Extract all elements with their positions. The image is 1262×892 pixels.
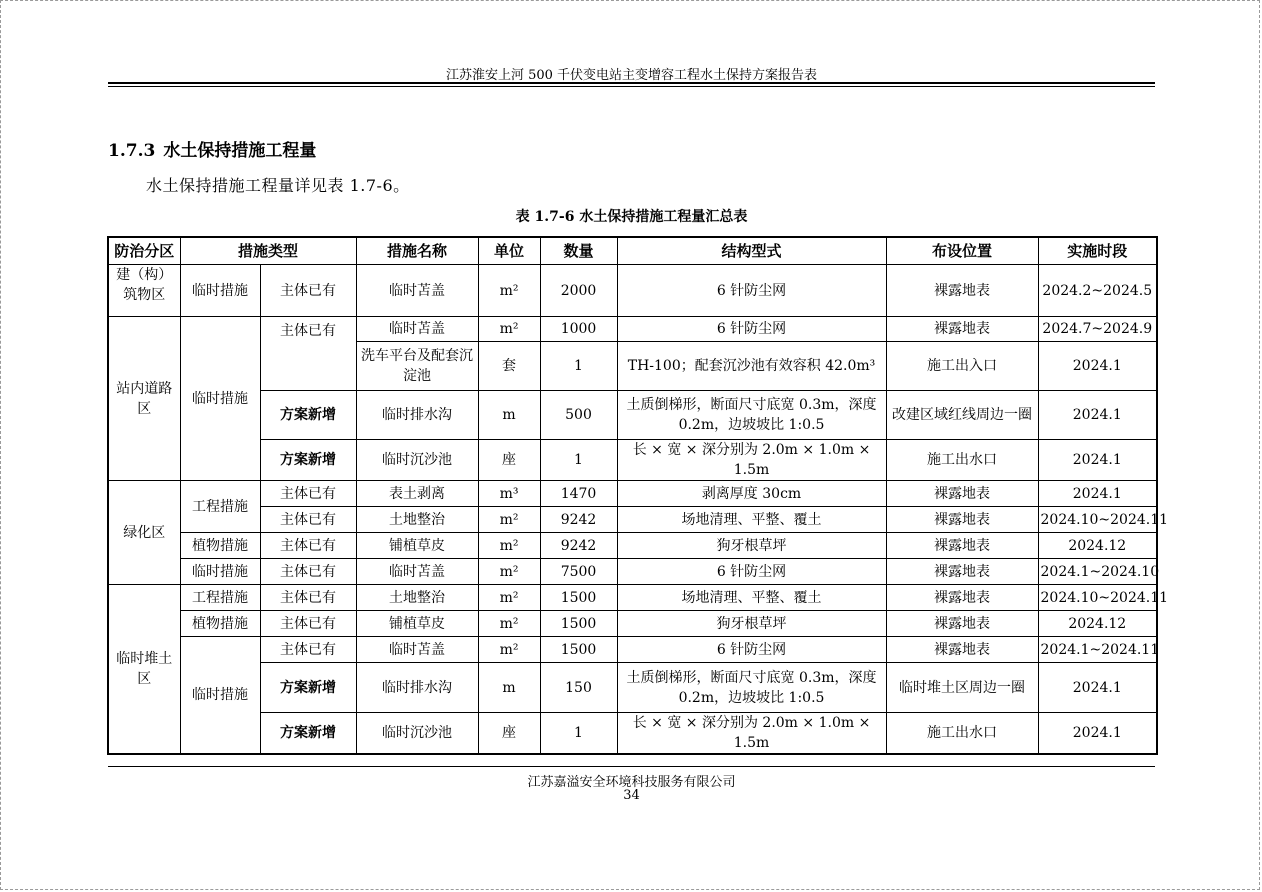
qty-cell: 9242 bbox=[540, 533, 617, 559]
header-rule bbox=[108, 82, 1155, 84]
zone-cell: 建（构）筑物区 bbox=[108, 265, 180, 317]
source-cell: 方案新增 bbox=[260, 713, 356, 755]
table-row bbox=[108, 317, 1157, 342]
qty-cell: 150 bbox=[540, 663, 617, 713]
location-cell: 裸露地表 bbox=[886, 481, 1038, 507]
period-cell: 2024.7~2024.9 bbox=[1038, 317, 1157, 342]
period-cell: 2024.10~2024.11 bbox=[1038, 585, 1157, 611]
category-cell: 临时措施 bbox=[180, 317, 260, 481]
period-cell: 2024.10~2024.11 bbox=[1038, 507, 1157, 533]
location-cell: 裸露地表 bbox=[886, 265, 1038, 317]
source-cell: 主体已有 bbox=[260, 637, 356, 663]
name-cell: 临时排水沟 bbox=[356, 663, 478, 713]
unit-cell: 座 bbox=[478, 713, 540, 755]
section-title: 水土保持措施工程量 bbox=[163, 141, 317, 161]
table-row bbox=[108, 611, 1157, 637]
category-cell: 临时措施 bbox=[180, 559, 260, 585]
name-cell: 铺植草皮 bbox=[356, 533, 478, 559]
qty-cell: 1470 bbox=[540, 481, 617, 507]
unit-cell: 套 bbox=[478, 342, 540, 391]
period-cell: 2024.1 bbox=[1038, 713, 1157, 755]
unit-cell: m² bbox=[478, 611, 540, 637]
location-cell: 裸露地表 bbox=[886, 317, 1038, 342]
source-cell: 主体已有 bbox=[260, 559, 356, 585]
location-cell: 施工出入口 bbox=[886, 342, 1038, 391]
table-row bbox=[108, 585, 1157, 611]
running-header: 江苏淮安上河 500 千伏变电站主变增容工程水土保持方案报告表 bbox=[445, 68, 818, 83]
structure-cell: TH-100；配套沉沙池有效容积 42.0m³ bbox=[617, 342, 886, 391]
name-cell: 临时苫盖 bbox=[356, 559, 478, 585]
unit-cell: 座 bbox=[478, 440, 540, 481]
table-row bbox=[108, 481, 1157, 507]
period-cell: 2024.1 bbox=[1038, 342, 1157, 391]
unit-cell: m² bbox=[478, 637, 540, 663]
table-row bbox=[108, 507, 1157, 533]
qty-cell: 1 bbox=[540, 440, 617, 481]
period-cell: 2024.12 bbox=[1038, 611, 1157, 637]
period-cell: 2024.1~2024.11 bbox=[1038, 637, 1157, 663]
structure-cell: 6 针防尘网 bbox=[617, 317, 886, 342]
structure-cell: 长 × 宽 × 深分别为 2.0m × 1.0m × 1.5m bbox=[617, 713, 886, 755]
location-cell: 裸露地表 bbox=[886, 585, 1038, 611]
period-cell: 2024.1 bbox=[1038, 391, 1157, 440]
source-cell: 主体已有 bbox=[260, 317, 356, 391]
section-heading bbox=[108, 136, 316, 161]
location-cell: 裸露地表 bbox=[886, 559, 1038, 585]
name-cell: 土地整治 bbox=[356, 585, 478, 611]
intro-paragraph: 水土保持措施工程量详见表 1.7-6。 bbox=[146, 176, 410, 195]
footer-company: 江苏嘉溢安全环境科技服务有限公司 bbox=[527, 775, 736, 790]
period-cell: 2024.1~2024.10 bbox=[1038, 559, 1157, 585]
table-row bbox=[108, 663, 1157, 713]
unit-cell: m² bbox=[478, 317, 540, 342]
structure-cell: 场地清理、平整、覆土 bbox=[617, 507, 886, 533]
source-cell: 主体已有 bbox=[260, 533, 356, 559]
category-cell: 工程措施 bbox=[180, 585, 260, 611]
source-cell: 方案新增 bbox=[260, 391, 356, 440]
category-cell: 植物措施 bbox=[180, 611, 260, 637]
unit-cell: m² bbox=[478, 533, 540, 559]
qty-cell: 500 bbox=[540, 391, 617, 440]
location-cell: 临时堆土区周边一圈 bbox=[886, 663, 1038, 713]
unit-cell: m bbox=[478, 391, 540, 440]
period-cell: 2024.1 bbox=[1038, 481, 1157, 507]
qty-cell: 9242 bbox=[540, 507, 617, 533]
category-cell: 工程措施 bbox=[180, 481, 260, 533]
header-rule-thin bbox=[108, 86, 1155, 87]
source-cell: 方案新增 bbox=[260, 663, 356, 713]
name-cell: 表土剥离 bbox=[356, 481, 478, 507]
qty-cell: 2000 bbox=[540, 265, 617, 317]
qty-cell: 1 bbox=[540, 713, 617, 755]
header-location: 布设位置 bbox=[886, 237, 1038, 265]
location-cell: 裸露地表 bbox=[886, 611, 1038, 637]
name-cell: 临时苫盖 bbox=[356, 265, 478, 317]
name-cell: 临时沉沙池 bbox=[356, 713, 478, 755]
structure-cell: 6 针防尘网 bbox=[617, 265, 886, 317]
unit-cell: m² bbox=[478, 585, 540, 611]
zone-cell: 临时堆土区 bbox=[108, 585, 180, 755]
period-cell: 2024.2~2024.5 bbox=[1038, 265, 1157, 317]
zone-cell: 站内道路区 bbox=[108, 317, 180, 481]
qty-cell: 7500 bbox=[540, 559, 617, 585]
name-cell: 临时沉沙池 bbox=[356, 440, 478, 481]
header-quantity: 数量 bbox=[540, 237, 617, 265]
name-cell: 铺植草皮 bbox=[356, 611, 478, 637]
name-cell: 临时排水沟 bbox=[356, 391, 478, 440]
location-cell: 裸露地表 bbox=[886, 637, 1038, 663]
period-cell: 2024.12 bbox=[1038, 533, 1157, 559]
qty-cell: 1500 bbox=[540, 637, 617, 663]
table-row bbox=[108, 559, 1157, 585]
source-cell: 主体已有 bbox=[260, 611, 356, 637]
qty-cell: 1500 bbox=[540, 611, 617, 637]
structure-cell: 土质倒梯形，断面尺寸底宽 0.3m，深度 0.2m，边坡坡比 1:0.5 bbox=[617, 663, 886, 713]
source-cell: 主体已有 bbox=[260, 481, 356, 507]
source-cell: 主体已有 bbox=[260, 585, 356, 611]
header-period: 实施时段 bbox=[1038, 237, 1157, 265]
location-cell: 裸露地表 bbox=[886, 507, 1038, 533]
unit-cell: m² bbox=[478, 559, 540, 585]
header-zone: 防治分区 bbox=[108, 237, 180, 265]
table-caption: 表 1.7-6 水土保持措施工程量汇总表 bbox=[515, 209, 748, 225]
zone-cell: 绿化区 bbox=[108, 481, 180, 585]
table-row bbox=[108, 265, 1157, 317]
structure-cell: 狗牙根草坪 bbox=[617, 533, 886, 559]
unit-cell: m² bbox=[478, 265, 540, 317]
structure-cell: 剥离厚度 30cm bbox=[617, 481, 886, 507]
page-number: 34 bbox=[623, 788, 640, 803]
structure-cell: 场地清理、平整、覆土 bbox=[617, 585, 886, 611]
source-cell: 方案新增 bbox=[260, 440, 356, 481]
name-cell: 临时苫盖 bbox=[356, 317, 478, 342]
table-row bbox=[108, 637, 1157, 663]
location-cell: 裸露地表 bbox=[886, 533, 1038, 559]
category-cell: 植物措施 bbox=[180, 533, 260, 559]
location-cell: 施工出水口 bbox=[886, 440, 1038, 481]
location-cell: 施工出水口 bbox=[886, 713, 1038, 755]
period-cell: 2024.1 bbox=[1038, 663, 1157, 713]
header-structure: 结构型式 bbox=[617, 237, 886, 265]
qty-cell: 1000 bbox=[540, 317, 617, 342]
structure-cell: 6 针防尘网 bbox=[617, 637, 886, 663]
source-cell: 主体已有 bbox=[260, 265, 356, 317]
qty-cell: 1 bbox=[540, 342, 617, 391]
category-cell: 临时措施 bbox=[180, 265, 260, 317]
structure-cell: 6 针防尘网 bbox=[617, 559, 886, 585]
category-cell: 临时措施 bbox=[180, 637, 260, 755]
header-measure-name: 措施名称 bbox=[356, 237, 478, 265]
table-header-row bbox=[108, 237, 1157, 265]
footer-rule bbox=[108, 766, 1155, 767]
table-row bbox=[108, 713, 1157, 755]
name-cell: 洗车平台及配套沉淀池 bbox=[356, 342, 478, 391]
location-cell: 改建区域红线周边一圈 bbox=[886, 391, 1038, 440]
structure-cell: 狗牙根草坪 bbox=[617, 611, 886, 637]
name-cell: 土地整治 bbox=[356, 507, 478, 533]
period-cell: 2024.1 bbox=[1038, 440, 1157, 481]
header-measure-type: 措施类型 bbox=[180, 237, 356, 265]
table-row bbox=[108, 391, 1157, 440]
name-cell: 临时苫盖 bbox=[356, 637, 478, 663]
structure-cell: 长 × 宽 × 深分别为 2.0m × 1.0m × 1.5m bbox=[617, 440, 886, 481]
unit-cell: m² bbox=[478, 507, 540, 533]
unit-cell: m³ bbox=[478, 481, 540, 507]
section-number: 1.7.3 bbox=[108, 141, 156, 161]
structure-cell: 土质倒梯形，断面尺寸底宽 0.3m，深度 0.2m，边坡坡比 1:0.5 bbox=[617, 391, 886, 440]
table-row bbox=[108, 533, 1157, 559]
header-unit: 单位 bbox=[478, 237, 540, 265]
qty-cell: 1500 bbox=[540, 585, 617, 611]
table-row bbox=[108, 440, 1157, 481]
source-cell: 主体已有 bbox=[260, 507, 356, 533]
measures-table bbox=[107, 236, 1169, 755]
unit-cell: m bbox=[478, 663, 540, 713]
